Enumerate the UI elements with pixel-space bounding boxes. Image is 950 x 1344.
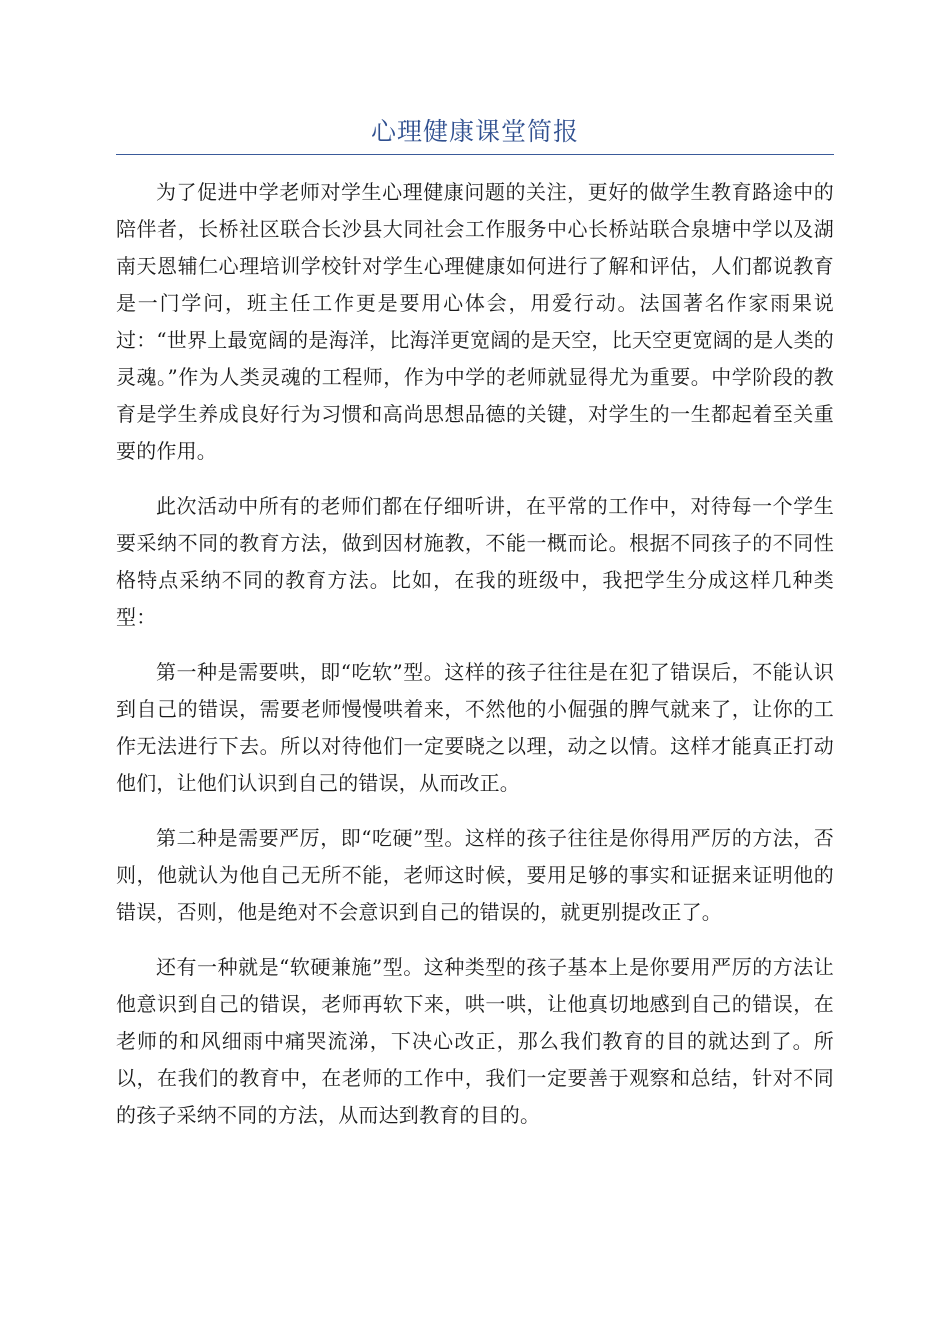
paragraph-type-soft: 第一种是需要哄，即“吃软”型。这样的孩子往往是在犯了错误后，不能认识到自己的错误，需要老师慢慢哄着来，不然他的小倔强的脾气就来了，让你的工作无法进行下去。所以对待他们一定要晓之以理，动之以情。这样才能真正打动他们，让他们认识到自己的错误，从而改正。	[116, 660, 834, 795]
paragraph-type-mixed: 还有一种就是“软硬兼施”型。这种类型的孩子基本上是你要用严厉的方法让他意识到自己的错误，老师再软下来，哄一哄，让他真切地感到自己的错误，在老师的和风细雨中痛哭流涕，下决心改正，那么我们教育的目的就达到了。所以，在我们的教育中，在老师的工作中，我们一定要善于观察和总结，针对不同的孩子采纳不同的方法，从而达到教育的目的。	[116, 955, 834, 1127]
document-body	[116, 174, 834, 1152]
paragraph-activity: 此次活动中所有的老师们都在仔细听讲，在平常的工作中，对待每一个学生要采纳不同的教育方法，做到因材施教，不能一概而论。根据不同孩子的不同性格特点采纳不同的教育方法。比如，在我的班级中，我把学生分成这样几种类型：	[116, 494, 834, 629]
paragraph-type-hard: 第二种是需要严厉，即“吃硬”型。这样的孩子往往是你得用严厉的方法，否则，他就认为他自己无所不能，老师这时候，要用足够的事实和证据来证明他的错误，否则，他是绝对不会意识到自己的错误的，就更别提改正了。	[116, 826, 834, 924]
paragraph-intro: 为了促进中学老师对学生心理健康问题的关注，更好的做学生教育路途中的陪伴者，长桥社区联合长沙县大同社会工作服务中心长桥站联合泉塘中学以及湖南天恩辅仁心理培训学校针对学生心理健康如何进行了解和评估，人们都说教育是一门学问，班主任工作更是要用心体会，用爱行动。法国著名作家雨果说过：“世界上最宽阔的是海洋，比海洋更宽阔的是天空，比天空更宽阔的是人类的灵魂。”作为人类灵魂的工程师，作为中学的老师就显得尤为重要。中学阶段的教育是学生养成良好行为习惯和高尚思想品德的关键，对学生的一生都起着至关重要的作用。	[116, 180, 834, 463]
title-underline	[116, 154, 834, 155]
document-title: 心理健康课堂简报	[370, 117, 579, 146]
